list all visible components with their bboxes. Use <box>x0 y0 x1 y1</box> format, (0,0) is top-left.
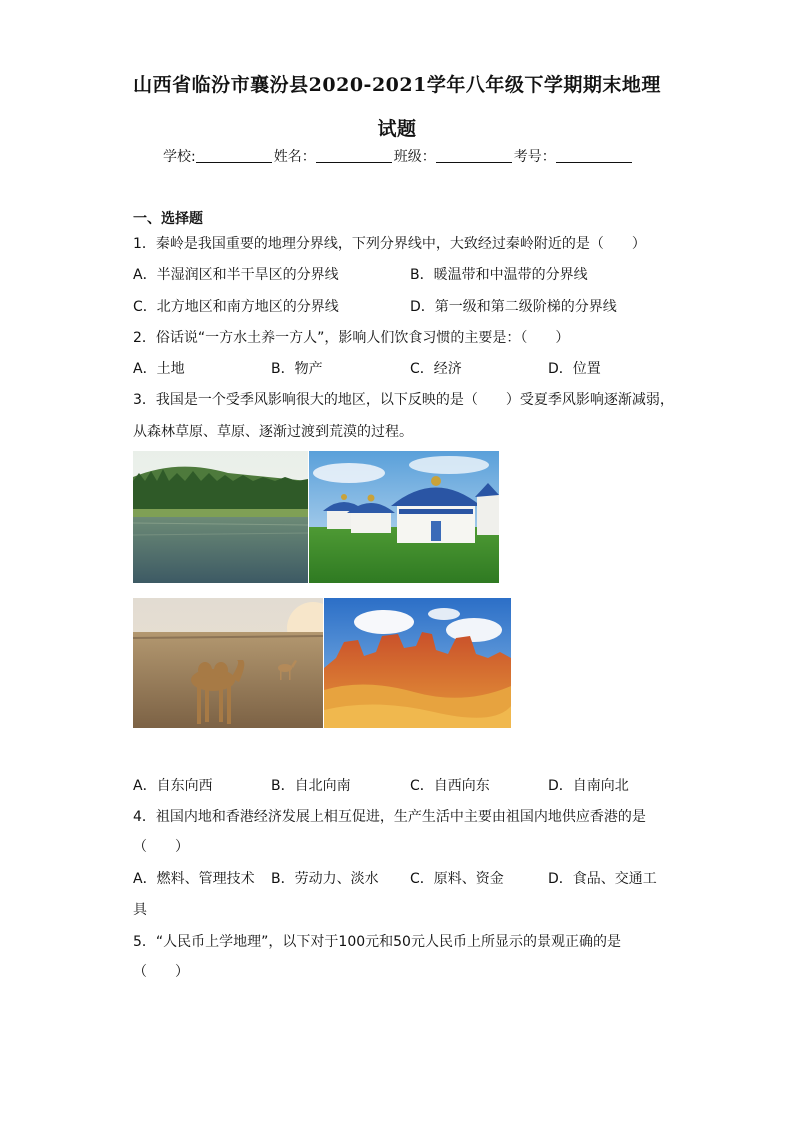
name-blank[interactable] <box>316 148 392 163</box>
grassland-yurts-photo <box>309 451 499 583</box>
q4-option-c[interactable]: C．原料、资金 <box>410 871 504 887</box>
q3-stem-line1: 3．我国是一个受季风影响很大的地区，以下反映的是（ ）受夏季风影响逐渐减弱， <box>133 392 674 408</box>
page-title: 山西省临汾市襄汾县2020-2021学年八年级下学期期末地理 <box>133 74 661 96</box>
q3-option-b[interactable]: B．自北向南 <box>271 778 351 794</box>
q2-option-c[interactable]: C．经济 <box>410 361 462 377</box>
q2-option-a[interactable]: A．土地 <box>133 361 185 377</box>
class-blank[interactable] <box>436 148 512 163</box>
forest-lake-photo <box>133 451 308 583</box>
page-title-line2: 试题 <box>377 118 417 140</box>
q5-stem-line2: （ ） <box>133 964 189 980</box>
q1-option-b[interactable]: B．暖温带和中温带的分界线 <box>410 267 588 283</box>
q4-option-d-wrap: 具 <box>133 902 147 918</box>
student-info-row <box>163 146 634 166</box>
q4-stem-line2: （ ） <box>133 839 189 855</box>
q3-option-c[interactable]: C．自西向东 <box>410 778 490 794</box>
q5-stem-line1: 5．“人民币上学地理”，以下对于100元和50元人民币上所显示的景观正确的是 <box>133 934 621 950</box>
q3-stem-line2: 从森林草原、草原、逐渐过渡到荒漠的过程。 <box>133 424 413 440</box>
school-blank[interactable] <box>196 148 272 163</box>
class-label: 班级： <box>393 149 436 165</box>
q4-option-b[interactable]: B．劳动力、淡水 <box>271 871 379 887</box>
q1-option-a[interactable]: A．半湿润区和半干旱区的分界线 <box>133 267 339 283</box>
q1-option-c[interactable]: C．北方地区和南方地区的分界线 <box>133 299 339 315</box>
q4-stem-line1: 4．祖国内地和香港经济发展上相互促进，生产生活中主要由祖国内地供应香港的是 <box>133 809 646 825</box>
section-heading: 一、选择题 <box>133 211 203 227</box>
q2-option-b[interactable]: B．物产 <box>271 361 323 377</box>
q3-option-a[interactable]: A．自东向西 <box>133 778 213 794</box>
q1-option-d[interactable]: D．第一级和第二级阶梯的分界线 <box>410 299 617 315</box>
exam-no-blank[interactable] <box>556 148 632 163</box>
name-label: 姓名： <box>273 149 316 165</box>
q1-stem: 1．秦岭是我国重要的地理分界线，下列分界线中，大致经过秦岭附近的是（ ） <box>133 236 646 252</box>
q2-stem: 2．俗话说“一方水土养一方人”，影响人们饮食习惯的主要是：（ ） <box>133 330 570 346</box>
q4-option-a[interactable]: A．燃料、管理技术 <box>133 871 255 887</box>
q4-option-d[interactable]: D．食品、交通工 <box>548 871 657 887</box>
desert-red-rock-photo <box>324 598 511 728</box>
exam-no-label: 考号： <box>513 149 556 165</box>
q3-option-d[interactable]: D．自南向北 <box>548 778 629 794</box>
school-label: 学校: <box>163 149 196 165</box>
q2-option-d[interactable]: D．位置 <box>548 361 601 377</box>
desert-camels-photo <box>133 598 323 728</box>
